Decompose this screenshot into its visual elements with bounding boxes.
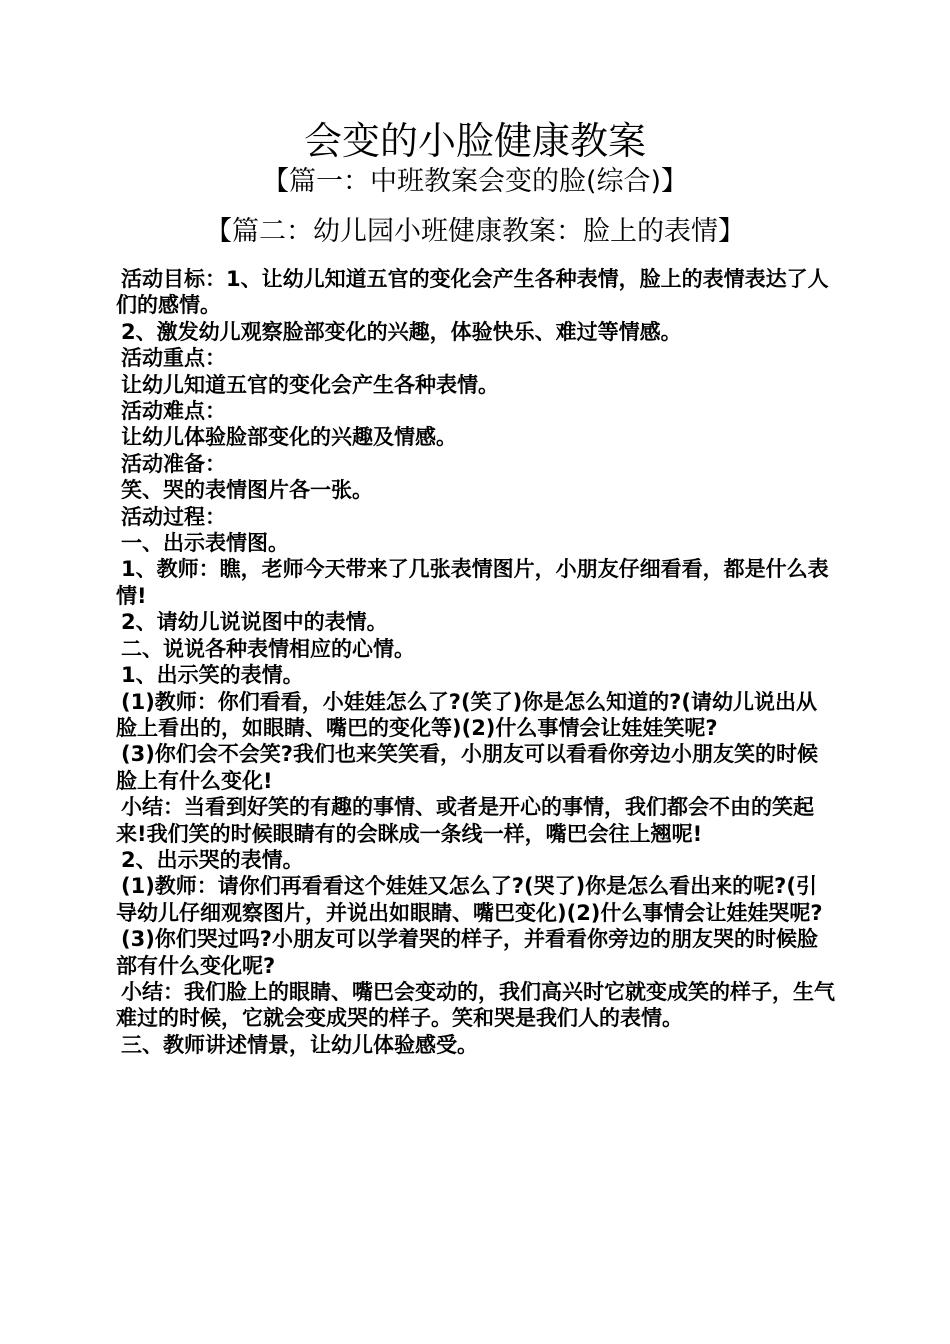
paragraph-step-2-1-b: (3)你们会不会笑?我们也来笑笑看，小朋友可以看看你旁边小朋友笑的时候脸上有什么变化! bbox=[116, 742, 818, 793]
paragraph-difficulty-label: 活动难点： bbox=[121, 399, 226, 424]
paragraph-summary-1: 小结：当看到好笑的有趣的事情、或者是开心的事情，我们都会不由的笑起来!我们笑的时候眼睛有的会眯成一条线一样，嘴巴会往上翘呢! bbox=[116, 795, 814, 846]
paragraph-step-3: 三、教师讲述情景，让幼儿体验感受。 bbox=[121, 1032, 478, 1057]
document-body bbox=[116, 266, 836, 1058]
paragraph-step-2: 二、说说各种表情相应的心情。 bbox=[121, 636, 415, 661]
paragraph-goal-2: 2、激发幼儿观察脸部变化的兴趣，体验快乐、难过等情感。 bbox=[121, 319, 682, 344]
paragraph-summary-2: 小结：我们脸上的眼睛、嘴巴会变动的，我们高兴时它就变成笑的样子，生气难过的时候，它就会变成哭的样子。笑和哭是我们人的表情。 bbox=[116, 979, 835, 1031]
paragraph-step-2-2-b: (3)你们哭过吗?小朋友可以学着哭的样子，并看看你旁边的朋友哭的时候脸部有什么变化呢? bbox=[116, 927, 818, 978]
paragraph-step-1-1: 1、教师：瞧，老师今天带来了几张表情图片，小朋友仔细看看，都是什么表情! bbox=[116, 557, 829, 608]
paragraph-preparation: 笑、哭的表情图片各一张。 bbox=[121, 478, 373, 503]
section-heading-part-one: 【篇一：中班教案会变的脸(综合)】 bbox=[261, 166, 689, 197]
paragraph-step-2-2: 2、出示哭的表情。 bbox=[121, 847, 304, 872]
paragraph-step-2-2-a: (1)教师：请你们再看看这个娃娃又怎么了?(哭了)你是怎么看出来的呢?(引导幼儿仔细观察图片，并说出如眼睛、嘴巴变化)(2)什么事情会让娃娃哭呢? bbox=[116, 874, 823, 925]
paragraph-goals: 活动目标：1、让幼儿知道五官的变化会产生各种表情，脸上的表情表达了人们的感情。 bbox=[116, 267, 829, 318]
paragraph-step-1: 一、出示表情图。 bbox=[121, 531, 289, 556]
section-heading-part-two: 【篇二：幼儿园小班健康教案：脸上的表情】 bbox=[205, 216, 745, 247]
paragraph-key-point-label: 活动重点： bbox=[121, 346, 226, 371]
paragraph-key-point: 让幼儿知道五官的变化会产生各种表情。 bbox=[121, 372, 499, 397]
paragraph-step-2-1-a: (1)教师：你们看看，小娃娃怎么了?(笑了)你是怎么知道的?(请幼儿说出从脸上看出的，如眼睛、嘴巴的变化等)(2)什么事情会让娃娃笑呢? bbox=[116, 689, 817, 740]
paragraph-process-label: 活动过程： bbox=[121, 504, 226, 529]
paragraph-step-2-1: 1、出示笑的表情。 bbox=[121, 663, 304, 688]
paragraph-difficulty: 让幼儿体验脸部变化的兴趣及情感。 bbox=[121, 425, 457, 450]
paragraph-preparation-label: 活动准备： bbox=[121, 451, 226, 476]
paragraph-step-1-2: 2、请幼儿说说图中的表情。 bbox=[121, 610, 388, 635]
document-title: 会变的小脸健康教案 bbox=[303, 119, 646, 163]
